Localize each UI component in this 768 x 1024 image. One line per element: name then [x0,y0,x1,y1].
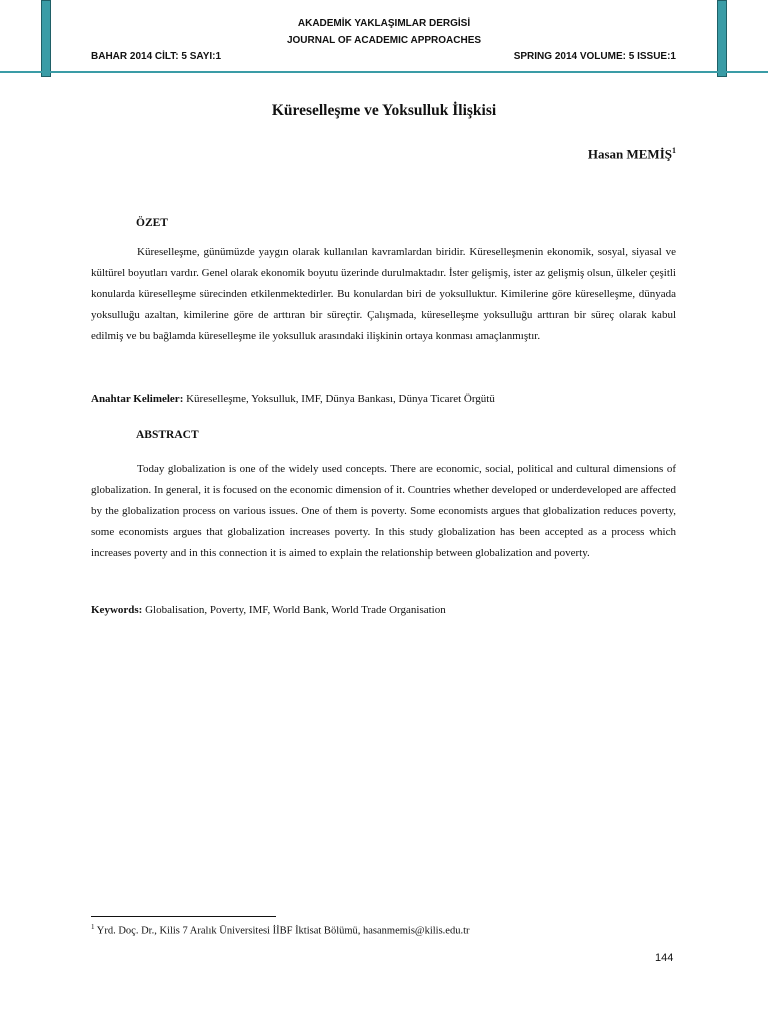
article-title: Küreselleşme ve Yoksulluk İlişkisi [271,102,497,119]
abstract-keywords [91,604,676,616]
issue-info-en: SPRING 2014 VOLUME: 5 ISSUE:1 [513,51,676,62]
author-name [588,146,676,162]
ozet-keywords-text: Küreselleşme, Yoksulluk, IMF, Dünya Bankası, Dünya Ticaret Örgütü [186,393,495,405]
page-number: 144 [655,952,674,964]
footnote-mark: 1 [91,923,95,931]
ozet-paragraph: Küreselleşme, günümüzde yaygın olarak kullanılan kavramlardan biridir. Küreselleşmenin ekonomik, sosyal, siyasal ve kültürel boyutları vardır. Genel olarak ekonomik boyutu üzerinde durulmaktadır. İster gelişmiş, ister az gelişmiş olsun, ülkeler çeşitli konularda küreselleşme sürecinden etkilenmektedirler. Bu konulardan biri de yoksulluktur. Kimilerine göre küreselleşme, dünyada yoksulluğu azaltan, kimilerine göre de arttıran bir süreçtir. Çalışmada, küreselleşme yoksulluğu arttıran bir süreç olarak kabul edilmiş ve bu bağlamda küreselleşme ile yoksulluk arasındaki ilişkinin ortaya konması amaçlanmıştır. [91,246,676,342]
journal-title-en: JOURNAL OF ACADEMIC APPROACHES [286,35,482,46]
author-name-text: Hasan MEMİŞ [587,146,672,162]
abstract-paragraph: Today globalization is one of the widely used concepts. There are economic, social, political and cultural dimensions of globalization. In general, it is focused on the economic dimension of it. Countries whether developed or underdeveloped are affected by the globalization process on various issues. One of them is poverty. Some economists argues that globalization reduces poverty, some economists argues that globalization increases poverty. In this study globalization has been accepted as a process which increases poverty and in this connection it is aimed to explain the relationship between globalization and poverty. [91,463,676,559]
abstract-keywords-label: Keywords: [91,604,143,616]
issue-info-tr: BAHAR 2014 CİLT: 5 SAYI:1 [91,51,222,62]
footnote-rule [91,916,276,917]
ozet-keywords [91,393,676,405]
author-footnote-mark: 1 [672,146,676,155]
journal-title-tr: AKADEMİK YAKLAŞIMLAR DERGİSİ [297,18,471,29]
ozet-heading: ÖZET [136,217,168,229]
footnote [91,923,470,937]
footnote-text: Yrd. Doç. Dr., Kilis 7 Aralık Üniversitesi İİBF İktisat Bölümü, hasanmemis@kilis.edu.tr [96,925,470,937]
issue-info-row [91,51,676,62]
abstract-keywords-text: Globalisation, Poverty, IMF, World Bank, World Trade Organisation [145,604,446,616]
abstract-heading: ABSTRACT [136,429,199,441]
ozet-keywords-label: Anahtar Kelimeler: [91,393,184,405]
header-rule [0,71,768,73]
